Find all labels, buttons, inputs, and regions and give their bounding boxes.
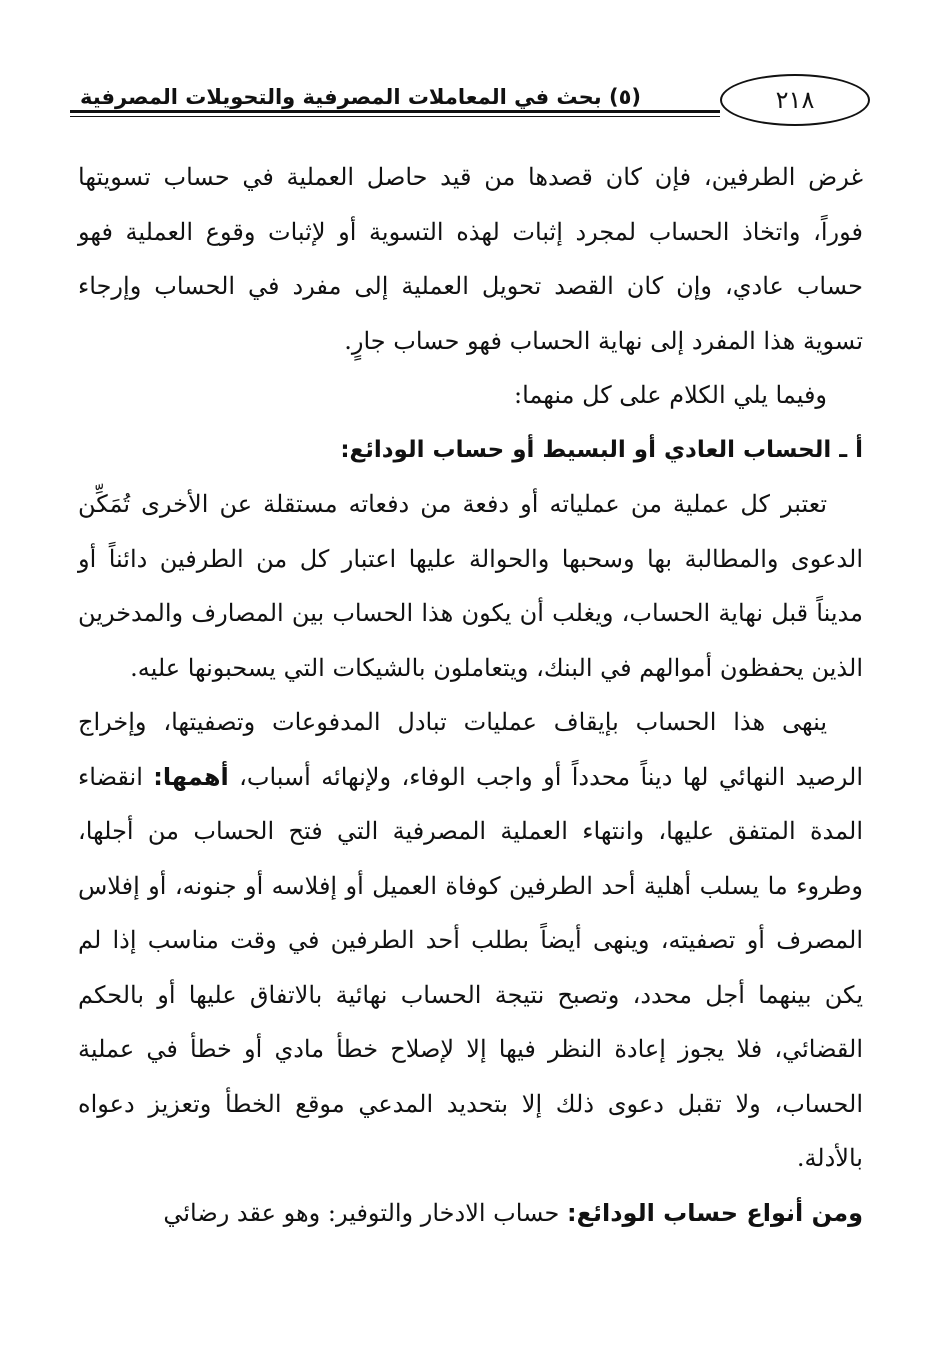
running-title: (٥) بحث في المعاملات المصرفية والتحويلات المصرفية	[80, 85, 641, 109]
paragraph-text: انقضاء المدة المتفق عليها، وانتهاء العملية المصرفية التي فتح الحساب من أجلها، وطروء ما يسلب أهلية أحد الطرفين كوفاة العميل أو إفلاسه أو جنونه، أو إفلاس المصرف أو تصفيته، وينهى أيضاً بطلب أحد الطرفين في وقت مناسب إذا لم يكن بينهما أجل محدد، وتصبح نتيجة الحساب نهائية بالاتفاق عليها أو بالحكم القضائي، فلا يجوز إعادة النظر فيها إلا لإصلاح خطأ مادي أو خطأ في عملية الحساب، ولا تقبل دعوى ذلك إلا بتحديد المدعي موقع الخطأ وتعزيز دعواه بالأدلة.	[78, 762, 864, 1172]
paragraph: غرض الطرفين، فإن كان قصدها من قيد حاصل العملية في حساب تسويتها فوراً، واتخاذ الحساب لمجرد إثبات لهذه التسوية أو لإثبات وقوع العملية فهو حساب عادي، وإن كان القصد تحويل العملية إلى مفرد في الحساب وإرجاء تسوية هذا المفرد إلى نهاية الحساب فهو حساب جارٍ.	[78, 163, 863, 355]
bold-term: أهمها:	[153, 762, 229, 791]
page-header	[70, 62, 870, 132]
section-heading: أ ـ الحساب العادي أو البسيط أو حساب الودائع:	[340, 436, 863, 463]
page-number: ٢١٨	[720, 74, 870, 126]
header-rule	[70, 110, 720, 113]
header-rule-thin	[70, 116, 720, 117]
paragraph: تعتبر كل عملية من عملياته أو دفعة من دفعاته مستقلة عن الأخرى تُمَكِّن الدعوى والمطالبة بها وسحبها والحوالة عليها اعتبار كل من الطرفين دائناً أو مديناً قبل نهاية الحساب، ويغلب أن يكون هذا الحساب بين المصارف والمدخرين الذين يحفظون أموالهم في البنك، ويتعاملون بالشيكات التي يسحبونها عليه.	[78, 490, 863, 682]
paragraph	[78, 695, 863, 1186]
bold-term: ومن أنواع حساب الودائع:	[566, 1198, 863, 1227]
paragraph-text: حساب الادخار والتوفير: وهو عقد رضائي	[163, 1198, 567, 1227]
paragraph: وفيما يلي الكلام على كل منهما:	[514, 381, 827, 409]
body-text	[78, 150, 863, 1240]
paragraph	[78, 1186, 863, 1241]
paragraph-text: ينهى هذا الحساب بإيقاف عمليات تبادل المدفوعات وتصفيتها، وإخراج الرصيد النهائي لها ديناً محدداً أو واجب الوفاء، ولإنهائه أسباب،	[78, 708, 863, 791]
